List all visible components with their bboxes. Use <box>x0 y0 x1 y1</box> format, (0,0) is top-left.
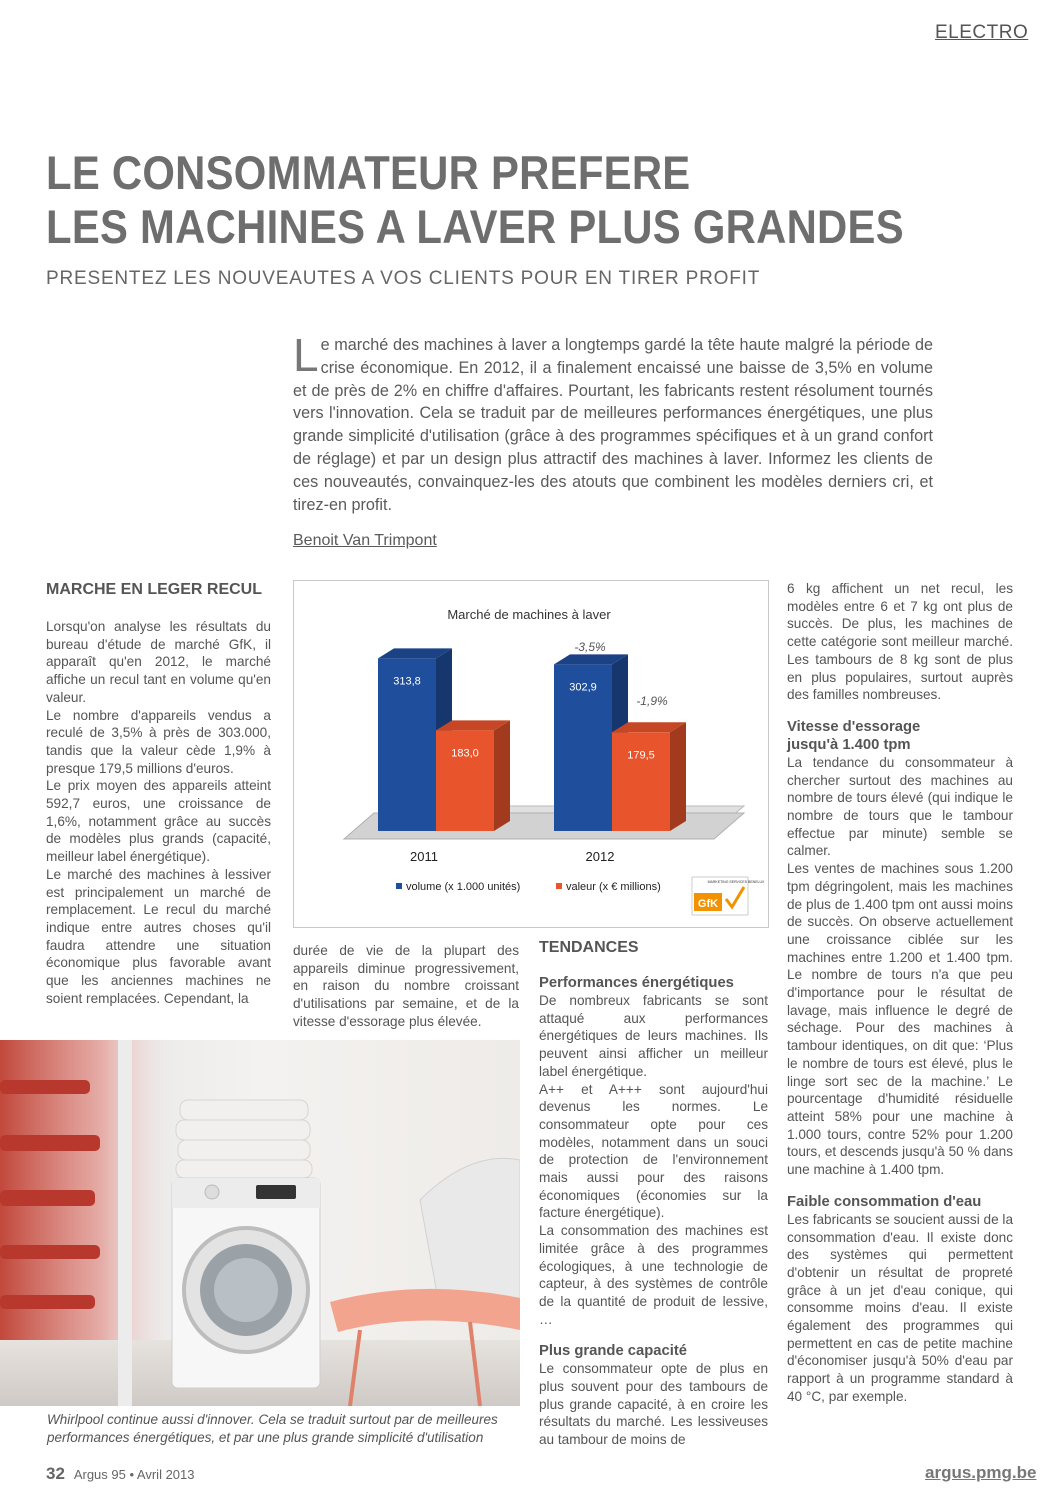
annotation-value: -1,9% <box>636 694 668 708</box>
author-byline[interactable]: Benoit Van Trimpont <box>293 532 437 549</box>
article-intro <box>293 329 933 516</box>
col3-paragraph: De nombreux fabricants se sont attaqué aux performances énergétiques de leurs machines. Ils peuvent ainsi afficher un meilleur label énergétique. <box>539 993 768 1079</box>
article-subtitle: PRESENTEZ LES NOUVEAUTES A VOS CLIENTS POUR EN TIRER PROFIT <box>46 268 761 289</box>
col4-paragraph: La tendance du consommateur à chercher surtout des machines au nombre de tours élevé (qui indique le nombre de tours que le tambour effectue par minute) semble se calmer. <box>787 754 1013 859</box>
column-2 <box>293 942 519 1031</box>
col1-paragraph: Le nombre d'appareils vendus a reculé de 3,5% à près de 303.000, tandis que la valeur cède 1,9% à presque 179,5 millions d'euros. <box>46 707 271 776</box>
column-3 <box>539 938 768 1449</box>
bar-value-label: 313,8 <box>393 675 421 688</box>
legend-swatch <box>556 883 562 889</box>
bar <box>612 732 670 831</box>
subheading-capacite: Plus grande capacité <box>539 1343 688 1360</box>
bar-value-label: 302,9 <box>569 681 597 694</box>
col3-paragraph: A++ et A+++ sont aujourd'hui devenus les normes. Le consommateur opte pour ces modèles, notamment dans un souci de protection de l'environnement mais aussi pour des raisons économiques (économies sur la facture énergétique). <box>539 1081 768 1221</box>
col1-paragraph: Lorsqu'on analyse les résultats du bureau d'étude de marché GfK, il apparaît qu'en 2012, le marché affiche un recul tant en volume qu'en valeur. <box>46 619 271 705</box>
bar <box>436 730 494 831</box>
col3-paragraph: Le consommateur opte de plus en plus souvent pour des tambours de plus grande capacité, à en croire les résultats du marché. Les lessiveuses au tambour de moins de <box>539 1361 768 1448</box>
column-1 <box>46 580 271 1007</box>
col2-paragraph: durée de vie de la plupart des appareils diminue progressivement, en raison du nombre croissant d'utilisations par semaine, et de la vitesse d'essorage plus élevée. <box>293 943 519 1029</box>
gfk-logo-subtext: MARKETING SERVICES BENELUX <box>707 880 765 884</box>
legend-swatch <box>396 883 402 889</box>
article-title <box>46 146 918 254</box>
heading-tendances: TENDANCES <box>539 939 639 956</box>
col4-paragraph: Les fabricants se soucient aussi de la consommation d'eau. Il existe donc des systèmes qui permettent d'obtenir un résultat de propreté grâce à un jet d'eau conique, qui consomme moins d'eau. Il existe également des programmes qui permettent en cas de petite machine d'économiser jusqu'à 50% d'eau par rapport à un programme standard à 40 °C, par exemple. <box>787 1211 1013 1404</box>
chart-title: Marché de machines à laver <box>447 607 611 622</box>
annotation-volume: -3,5% <box>574 640 606 654</box>
page-number: 32 <box>46 1464 65 1483</box>
chart-marks <box>344 640 765 915</box>
washing-machine-photo <box>0 1040 520 1406</box>
legend-label: volume (x 1.000 unités) <box>406 881 521 893</box>
bar-side <box>670 722 686 831</box>
col3-paragraph: La consommation des machines est limitée grâce à des programmes écologiques, à une technologie de capteur, à des systèmes de contrôle de la quantité de produit de lessive, … <box>539 1223 768 1327</box>
subheading-eau: Faible consommation d'eau <box>787 1193 982 1210</box>
issue-info: Argus 95 • Avril 2013 <box>73 1467 195 1482</box>
legend-label: valeur (x € millions) <box>566 881 661 893</box>
x-tick-label: 2012 <box>585 849 615 864</box>
bar-value-label: 179,5 <box>627 749 655 762</box>
bar-side <box>494 720 510 831</box>
section-tag: ELECTRO <box>935 22 1029 43</box>
photo-illustration <box>0 1040 520 1406</box>
title-line-2: LES MACHINES A LAVER PLUS GRANDES <box>46 200 904 253</box>
website-link[interactable]: argus.pmg.be <box>925 1463 1037 1482</box>
col4-paragraph: 6 kg affichent un net recul, les modèles entre 6 et 7 kg ont plus de succès. De plus, les machines de cette catégorie sont meilleur marché. Les tambours de 8 kg sont de plus en plus populaires, surtout auprès des familles nombreuses. <box>787 581 1013 703</box>
col4-paragraph: Les ventes de machines sous 1.200 tpm dégringolent, mais les machines de plus de 1.400 tpm ont aussi moins de succès. On observe actuellement une croissance ciblée sur les machines entre 1.200 et 1.400 tpm. Le nombre de tours n'a que peu d'importance pour le résultat de lavage, mais influence le degré de séchage. Pour des machines à tambour identiques, on dit que: ‘Plus le nombre de tours est élevé, plus le linge sort sec de la machine.’ Le pourcentage d'humidité résiduelle atteint 58% pour une machine à 1.000 tours, contre 52% pour 1.200 tours, et descends jusqu'à 50 % dans une machine à 1.400 tpm. <box>787 861 1013 1178</box>
heading-marche: MARCHE EN LEGER RECUL <box>46 581 263 598</box>
intro-text: e marché des machines à laver a longtemps gardé la tête haute malgré la période de crise économique. En 2012, il a finalement encaissé une baisse de 3,5% en volume et de près de 2% en chiffre d'affaires. Pourtant, les fabricants restent résolument tournés vers l'innovation. Cela se traduit par de meilleures performances énergétiques, une plus grande simplicité d'utilisation (grâce à des programmes spécifiques et à un grand confort de réglage) et par un design plus attractif des machines à laver. Informez les clients de ces nouveautés, convainquez-les des atouts que combinent les modèles derniers cri, et tirez-en profit. <box>293 336 933 514</box>
bar-value-label: 183,0 <box>451 747 479 760</box>
col1-paragraph: Le prix moyen des appareils atteint 592,7 euros, une croissance de 1,6%, notamment grâce au succès de modèles plus grands (capacité, meilleur label énergétique). <box>46 778 271 865</box>
photo-caption: Whirlpool continue aussi d'innover. Cela se traduit surtout par de meilleures performances énergétiques, et par une plus grande simplicité d'utilisation <box>47 1412 498 1445</box>
x-tick-label: 2011 <box>410 849 438 864</box>
subheading-performances: Performances énergétiques <box>539 975 734 991</box>
intro-dropcap: L <box>293 329 319 381</box>
market-chart <box>293 580 769 928</box>
title-line-1: LE CONSOMMATEUR PREFERE <box>46 146 691 199</box>
chart-svg <box>294 581 770 929</box>
col1-paragraph: Le marché des machines à lessiver est principalement un marché de remplacement. Le recul du marché indique entre autres choses qu'il faudra attendre une situation économique plus favorable avant que les anciennes machines ne soient remplacées. Cependant, la <box>46 866 271 1006</box>
gfk-logo-text: GfK <box>697 898 719 910</box>
subheading-essorage: Vitesse d'essorage jusqu'à 1.400 tpm <box>787 718 921 753</box>
footer-left <box>46 1464 195 1484</box>
column-4 <box>787 580 1013 1406</box>
